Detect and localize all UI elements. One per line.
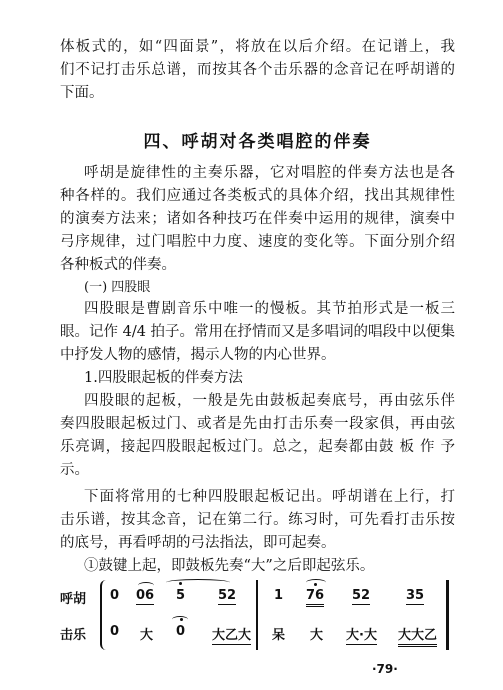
percussion-beat: 大乙大 (212, 624, 251, 645)
huhu-note: 0 (110, 588, 120, 603)
percussion-beat: 大·大 (346, 624, 377, 645)
paragraph-line: 的演奏方法来；诸如各种技巧在伴奏中运用的规律，演奏中 (60, 211, 455, 227)
paragraph-line: 示。 (60, 462, 89, 478)
percussion-beat: 大 (310, 628, 324, 643)
paragraph-line: 种各样的。我们应通过各类板式的具体介绍，找出其规律性 (60, 188, 455, 204)
paragraph-line: ①鼓键上起，即鼓板先奏“大”之后即起弦乐。 (84, 558, 375, 574)
huhu-note: 52 (352, 588, 371, 603)
percussion-beat: 呆 (272, 628, 286, 643)
paragraph-line: 下面将常用的七种四股眼起板记出。呼胡谱在上行，打 (84, 489, 455, 505)
slur-mark (138, 582, 154, 589)
huhu-note: 76 (306, 588, 324, 607)
paragraph-line: 中抒发人物的感情，揭示人物的内心世界。 (60, 347, 336, 363)
percussion-beat: 0 (176, 624, 186, 639)
percussion-beat: 0 (110, 624, 120, 639)
percussion-beat: 大大乙 (398, 624, 437, 647)
section-title: 四、呼胡对各类唱腔的伴奏 (143, 132, 372, 152)
bar-line (256, 580, 258, 650)
page-number: ·79· (372, 662, 398, 676)
paragraph-line: 的底号，再看呼胡的弓法指法，即可起奏。 (60, 535, 336, 551)
paragraph-line: 击乐谱，按其念音，记在第二行。练习时，可先看打击乐按 (60, 512, 455, 528)
paragraph-line: 下面。 (60, 85, 104, 101)
end-bar-line (446, 580, 449, 650)
percussion-row-label: 击乐 (60, 628, 87, 643)
fermata-mark (172, 616, 188, 623)
note-dot (179, 582, 182, 585)
huhu-note: 35 (406, 588, 425, 603)
slur-mark (166, 579, 230, 586)
huhu-note: 1 (274, 588, 284, 603)
note-dot (314, 583, 317, 586)
paragraph-line: 眼。记作 4/4 拍子。常用在抒情而又是多唱词的唱段中以便集 (60, 324, 455, 340)
percussion-beat: 大 (140, 628, 154, 643)
paragraph-line: 们不记打击乐总谱，而按其各个击乐器的念音记在呼胡谱的 (60, 62, 455, 78)
paragraph-line: 四股眼是曹剧音乐中唯一的慢板。其节拍形式是一板三 (84, 301, 455, 317)
music-score (60, 574, 455, 654)
huhu-row-label: 呼胡 (60, 592, 87, 607)
paragraph-line: 乐亮调，接起四股眼起板过门。总之，起奏都由鼓 板 作 予 (60, 439, 455, 455)
paragraph-line: 呼胡是旋律性的主奏乐器，它对唱腔的伴奏方法也是各 (84, 165, 455, 181)
paragraph-line: 奏四股眼起板过门、或者是先由打击乐奏一段家俱，再由弦 (60, 416, 455, 432)
huhu-note: 06 (136, 588, 155, 603)
paragraph-line: 弓序规律，过门唱腔中力度、速度的变化等。下面分别介绍 (60, 234, 455, 250)
subsection-title: (一) 四股眼 (84, 280, 151, 295)
paragraph-line: 各种板式的伴奏。 (60, 257, 176, 273)
paragraph-line: 四股眼的起板，一般是先由鼓板起奏底号，再由弦乐伴 (84, 393, 455, 409)
huhu-note: 52 (218, 588, 237, 603)
paragraph-line: 体板式的，如“四面景”，将放在以后介绍。在记谱上，我 (60, 39, 455, 55)
huhu-note: 5 (176, 588, 186, 603)
item-title: 1.四股眼起板的伴奏方法 (84, 370, 243, 386)
